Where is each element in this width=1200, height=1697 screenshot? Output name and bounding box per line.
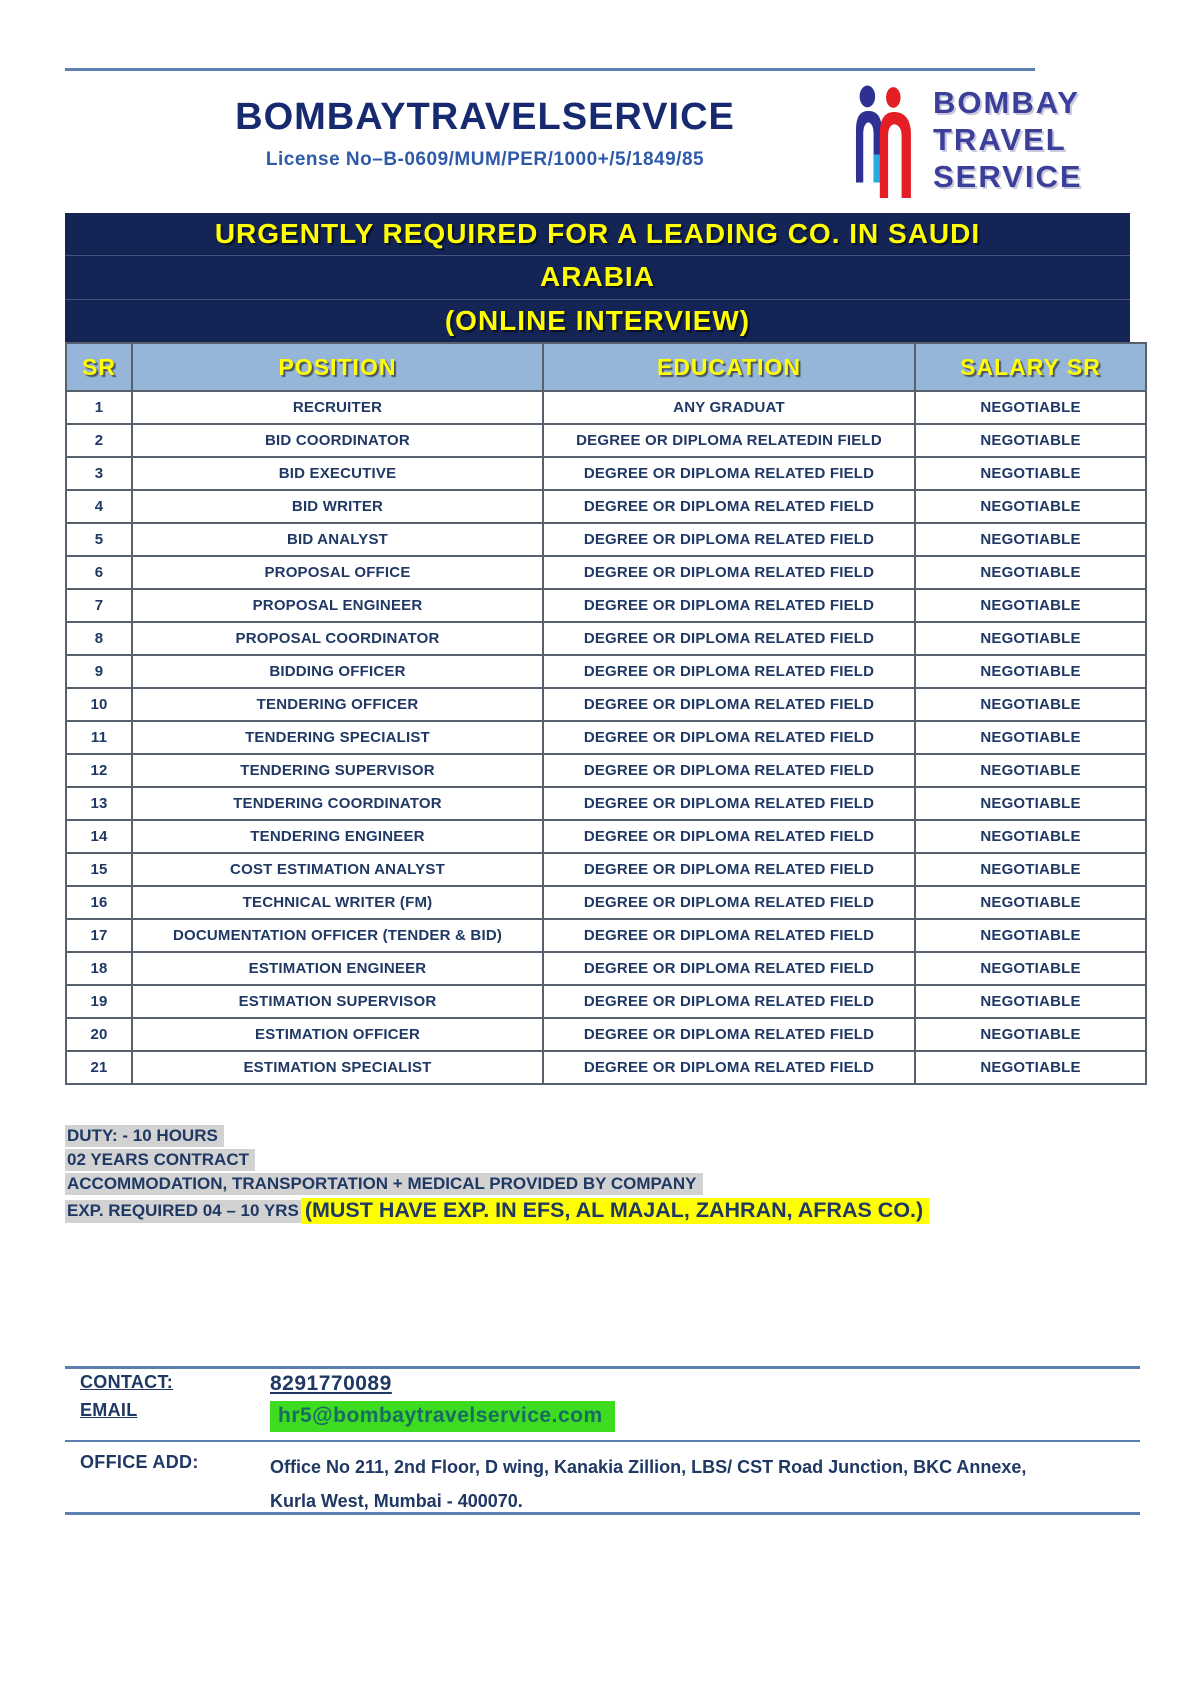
sr-cell: 12 (66, 754, 132, 787)
company-title: BOMBAYTRAVELSERVICE (235, 96, 735, 138)
header-salary: SALARY SR (915, 343, 1146, 391)
position-cell: ESTIMATION SPECIALIST (132, 1051, 543, 1084)
salary-cell: NEGOTIABLE (915, 754, 1146, 787)
position-cell: TENDERING OFFICER (132, 688, 543, 721)
salary-cell: NEGOTIABLE (915, 985, 1146, 1018)
positions-table (65, 342, 1147, 1085)
sr-cell: 6 (66, 556, 132, 589)
position-cell: TECHNICAL WRITER (FM) (132, 886, 543, 919)
education-cell: DEGREE OR DIPLOMA RELATED FIELD (543, 952, 915, 985)
salary-cell: NEGOTIABLE (915, 1051, 1146, 1084)
salary-cell: NEGOTIABLE (915, 655, 1146, 688)
logo-wordmark (933, 84, 1083, 195)
sr-cell: 21 (66, 1051, 132, 1084)
sr-cell: 9 (66, 655, 132, 688)
table-row (66, 424, 1146, 457)
banner-line-2: ARABIA (65, 255, 1130, 298)
education-cell: DEGREE OR DIPLOMA RELATED FIELD (543, 886, 915, 919)
sr-cell: 10 (66, 688, 132, 721)
sr-cell: 7 (66, 589, 132, 622)
table-row (66, 820, 1146, 853)
license-number: License No–B-0609/MUM/PER/1000+/5/1849/85 (265, 149, 705, 170)
table-header-row (66, 343, 1146, 391)
salary-cell: NEGOTIABLE (915, 919, 1146, 952)
contact-section-divider (65, 1366, 1140, 1369)
email-link[interactable]: hr5@bombaytravelservice.com (270, 1401, 615, 1432)
salary-cell: NEGOTIABLE (915, 820, 1146, 853)
position-cell: COST ESTIMATION ANALYST (132, 853, 543, 886)
salary-cell: NEGOTIABLE (915, 622, 1146, 655)
experience-note (65, 1198, 929, 1224)
sr-cell: 3 (66, 457, 132, 490)
sr-cell: 11 (66, 721, 132, 754)
header-sr: SR (66, 343, 132, 391)
education-cell: DEGREE OR DIPLOMA RELATED FIELD (543, 721, 915, 754)
contact-label: CONTACT: (80, 1372, 174, 1392)
sr-cell: 14 (66, 820, 132, 853)
salary-cell: NEGOTIABLE (915, 589, 1146, 622)
position-cell: TENDERING ENGINEER (132, 820, 543, 853)
salary-cell: NEGOTIABLE (915, 688, 1146, 721)
salary-cell: NEGOTIABLE (915, 721, 1146, 754)
logo-word-travel: TRAVEL (933, 122, 1067, 157)
sr-cell: 17 (66, 919, 132, 952)
sr-cell: 4 (66, 490, 132, 523)
education-cell: ANY GRADUAT (543, 391, 915, 424)
position-cell: TENDERING COORDINATOR (132, 787, 543, 820)
education-cell: DEGREE OR DIPLOMA RELATED FIELD (543, 787, 915, 820)
people-logo-icon (853, 84, 917, 198)
company-logo (853, 84, 1083, 198)
education-cell: DEGREE OR DIPLOMA RELATED FIELD (543, 556, 915, 589)
office-address (270, 1450, 1050, 1518)
benefits-note (65, 1174, 929, 1194)
table-row (66, 985, 1146, 1018)
position-cell: PROPOSAL OFFICE (132, 556, 543, 589)
education-cell: DEGREE OR DIPLOMA RELATED FIELD (543, 457, 915, 490)
table-row (66, 754, 1146, 787)
salary-cell: NEGOTIABLE (915, 556, 1146, 589)
salary-cell: NEGOTIABLE (915, 853, 1146, 886)
salary-cell: NEGOTIABLE (915, 424, 1146, 457)
sr-cell: 19 (66, 985, 132, 1018)
education-cell: DEGREE OR DIPLOMA RELATED FIELD (543, 853, 915, 886)
position-cell: ESTIMATION OFFICER (132, 1018, 543, 1051)
top-divider (65, 68, 1035, 71)
sr-cell: 1 (66, 391, 132, 424)
table-row (66, 622, 1146, 655)
position-cell: BIDDING OFFICER (132, 655, 543, 688)
position-cell: DOCUMENTATION OFFICER (TENDER & BID) (132, 919, 543, 952)
position-cell: TENDERING SPECIALIST (132, 721, 543, 754)
sr-cell: 20 (66, 1018, 132, 1051)
education-cell: DEGREE OR DIPLOMA RELATED FIELD (543, 820, 915, 853)
position-cell: RECRUITER (132, 391, 543, 424)
contract-note (65, 1150, 929, 1170)
banner-line-1: URGENTLY REQUIRED FOR A LEADING CO. IN SAUDI (214, 218, 981, 250)
table-row (66, 853, 1146, 886)
position-cell: PROPOSAL ENGINEER (132, 589, 543, 622)
education-cell: DEGREE OR DIPLOMA RELATED FIELD (543, 985, 915, 1018)
email-label: EMAIL (80, 1400, 138, 1420)
sr-cell: 15 (66, 853, 132, 886)
duty-note-text: DUTY: - 10 HOURS (65, 1125, 224, 1147)
office-section-divider (65, 1440, 1140, 1442)
salary-cell: NEGOTIABLE (915, 787, 1146, 820)
office-address-label: OFFICE ADD: (80, 1452, 199, 1472)
duty-note (65, 1126, 929, 1146)
education-cell: DEGREE OR DIPLOMA RELATED FIELD (543, 1018, 915, 1051)
table-row (66, 1018, 1146, 1051)
sr-cell: 13 (66, 787, 132, 820)
salary-cell: NEGOTIABLE (915, 886, 1146, 919)
education-cell: DEGREE OR DIPLOMA RELATED FIELD (543, 523, 915, 556)
document-header (65, 96, 905, 171)
position-cell: TENDERING SUPERVISOR (132, 754, 543, 787)
education-cell: DEGREE OR DIPLOMA RELATED FIELD (543, 589, 915, 622)
contract-note-text: 02 YEARS CONTRACT (65, 1149, 255, 1171)
urgently-required-banner (65, 213, 1130, 342)
office-address-line-1: Office No 211, 2nd Floor, D wing, Kanakia Zillion, LBS/ CST Road Junction, BKC Annexe, (270, 1457, 1027, 1477)
table-row (66, 886, 1146, 919)
education-cell: DEGREE OR DIPLOMA RELATEDIN FIELD (543, 424, 915, 457)
office-address-line-2: Kurla West, Mumbai - 400070. (270, 1491, 523, 1511)
table-row (66, 919, 1146, 952)
table-row (66, 457, 1146, 490)
experience-highlight-text: (MUST HAVE EXP. IN EFS, AL MAJAL, ZAHRAN, AFRAS CO.) (301, 1198, 929, 1224)
table-row (66, 1051, 1146, 1084)
salary-cell: NEGOTIABLE (915, 1018, 1146, 1051)
table-row (66, 952, 1146, 985)
table-row (66, 523, 1146, 556)
table-row (66, 589, 1146, 622)
phone-number-link[interactable]: 8291770089 (270, 1372, 392, 1395)
table-row (66, 655, 1146, 688)
sr-cell: 16 (66, 886, 132, 919)
position-cell: BID ANALYST (132, 523, 543, 556)
education-cell: DEGREE OR DIPLOMA RELATED FIELD (543, 622, 915, 655)
sr-cell: 2 (66, 424, 132, 457)
positions-table-body (66, 391, 1146, 1084)
bottom-divider (65, 1512, 1140, 1515)
position-cell: BID COORDINATOR (132, 424, 543, 457)
experience-note-text: EXP. REQUIRED 04 – 10 YRS (65, 1200, 301, 1223)
education-cell: DEGREE OR DIPLOMA RELATED FIELD (543, 754, 915, 787)
sr-cell: 5 (66, 523, 132, 556)
table-row (66, 556, 1146, 589)
salary-cell: NEGOTIABLE (915, 490, 1146, 523)
education-cell: DEGREE OR DIPLOMA RELATED FIELD (543, 688, 915, 721)
sr-cell: 8 (66, 622, 132, 655)
terms-notes (65, 1126, 929, 1228)
header-education: EDUCATION (543, 343, 915, 391)
sr-cell: 18 (66, 952, 132, 985)
table-row (66, 490, 1146, 523)
salary-cell: NEGOTIABLE (915, 457, 1146, 490)
education-cell: DEGREE OR DIPLOMA RELATED FIELD (543, 490, 915, 523)
salary-cell: NEGOTIABLE (915, 391, 1146, 424)
education-cell: DEGREE OR DIPLOMA RELATED FIELD (543, 919, 915, 952)
position-cell: PROPOSAL COORDINATOR (132, 622, 543, 655)
education-cell: DEGREE OR DIPLOMA RELATED FIELD (543, 655, 915, 688)
table-row (66, 721, 1146, 754)
position-cell: BID EXECUTIVE (132, 457, 543, 490)
banner-line-3: (ONLINE INTERVIEW) (65, 299, 1130, 342)
position-cell: ESTIMATION SUPERVISOR (132, 985, 543, 1018)
table-row (66, 391, 1146, 424)
table-row (66, 787, 1146, 820)
position-cell: BID WRITER (132, 490, 543, 523)
logo-word-bombay: BOMBAY (933, 85, 1080, 120)
education-cell: DEGREE OR DIPLOMA RELATED FIELD (543, 1051, 915, 1084)
benefits-note-text: ACCOMMODATION, TRANSPORTATION + MEDICAL PROVIDED BY COMPANY (65, 1173, 703, 1195)
header-position: POSITION (132, 343, 543, 391)
logo-word-service: SERVICE (933, 159, 1083, 194)
position-cell: ESTIMATION ENGINEER (132, 952, 543, 985)
table-row (66, 688, 1146, 721)
salary-cell: NEGOTIABLE (915, 952, 1146, 985)
salary-cell: NEGOTIABLE (915, 523, 1146, 556)
